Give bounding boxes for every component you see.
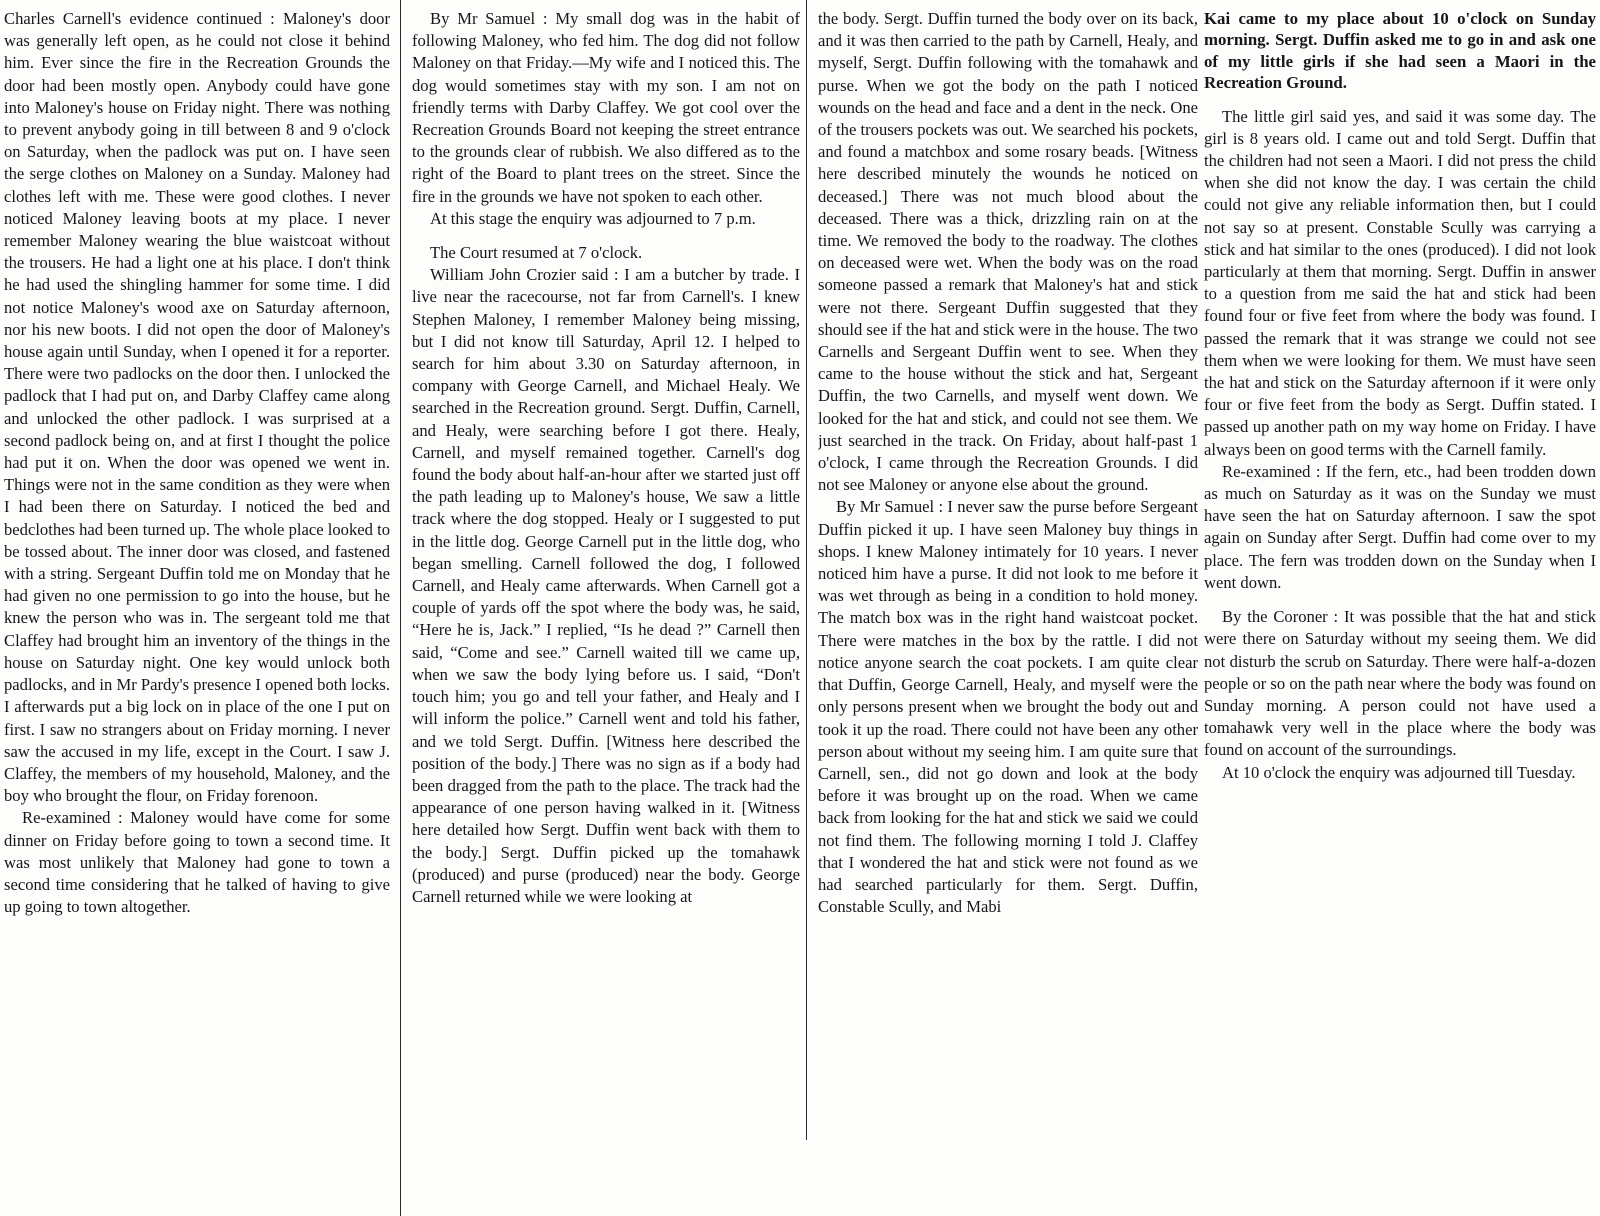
paragraph: Charles Carnell's evidence continued : Maloney's door was generally left open, as he could not close it behind him. Ever since the fire in the Recreation Grounds the door had been mostly open. Anybody could have gone into Maloney's house on Friday night. There was nothing to prevent anybody going in till between 8 and 9 o'clock on Saturday, when the padlock was put on. I have seen the serge clothes on Maloney on a Sunday. Maloney had clothes left with me. These were good clothes. I never noticed Maloney leaving boots at my place. I never remember Maloney wearing the blue waistcoat without the trousers. He had a light one at his place. I don't think he had used the shingling hammer for some time. I did not notice Maloney's wood axe on Saturday afternoon, nor his new boots. I did not open the door of Maloney's house again until Sunday, when I opened it for a reporter. There were two padlocks on the door then. I unlocked the padlock that I had put on, and Darby Claffey came along and unlocked the other padlock. I was surprised at a second padlock being on, and at first I thought the police had put it on. When the door was opened we went in. Things were not in the same condition as they were when I had been there on Saturday. I noticed the bed and bedclothes had been turned up. The whole place looked to be tossed about. The inner door was closed, and fastened with a string. Sergeant Duffin told me on Monday that he had given no one permission to go into the house, but he knew the person who was in. The sergeant told me that Claffey had brought him an inventory of the things in the house on Saturday night. One key would unlock both padlocks, and in Mr Pardy's presence I opened both locks. I afterwards put a big lock on in place of the one I put on first. I saw no strangers about on Friday morning. I never saw the accused in my life, except in the Court. I saw J. Claffey, the members of my household, Maloney, and the boy who brought the flour, on Friday forenoon. bbox=[4, 9, 390, 806]
paragraph: By the Coroner : It was possible that the hat and stick were there on Saturday without my seeing them. We did not disturb the scrub on Saturday. There were half-a-dozen people or so on the path near where the body was found on Sunday morning. A person could not have used a tomahawk very well in the place where the body was found on account of the surroundings. bbox=[1204, 607, 1596, 760]
column-1 bbox=[4, 8, 390, 1210]
paragraph: The little girl said yes, and said it was some day. The girl is 8 years old. I came out and told Sergt. Duffin that the children had not seen a Maori. I did not press the child when she did not know the day. I was certain the child could not give any reliable information then, but I could not say so at present. Constable Scully was carrying a stick and hat similar to the ones (produced). I did not look particularly at them that morning. Sergt. Duffin in answer to a question from me said the hat and stick had been found four or five feet from where the body was found. I passed the remark that it was strange we could not see them when we were looking for them. We must have seen the hat and stick on the Saturday afternoon if it were only four or five feet from the body as Sergt. Duffin stated. I passed up another path on my way home on Friday. I have always been on good terms with the Carnell family. bbox=[1204, 106, 1596, 459]
column-2 bbox=[412, 8, 800, 1210]
column-rule bbox=[806, 0, 807, 1140]
paragraph: the body. Sergt. Duffin turned the body over on its back, and it was then carried to the path by Carnell, Healy, and myself, Sergt. Duffin following with the tomahawk and purse. When we got the body on the path I noticed wounds on the head and face and a dent in the neck. One of the trousers pockets was out. We searched his pockets, and found a matchbox and some rosary beads. [Witness here described minutely the wounds he noticed on deceased.] There was not much blood about the deceased. There was a thick, drizzling rain on at the time. We removed the body to the roadway. The clothes on deceased were wet. When the body was on the road someone passed a remark that Maloney's hat and stick were not there. Sergeant Duffin suggested that they should see if the hat and stick were in the house. The two Carnells and Sergeant Duffin went to see. When they came to the house without the stick and hat, Sergeant Duffin, the two Carnells, and myself went down. We looked for the hat and stick, and could not see them. We just searched in the track. On Friday, about half-past 1 o'clock, I came through the Recreation Grounds. I did not see Maloney or anyone else about the ground. bbox=[818, 9, 1198, 495]
column-rule bbox=[400, 0, 401, 1216]
paragraph: By Mr Samuel : My small dog was in the habit of following Maloney, who fed him. The dog did not follow Maloney on that Friday.—My wife and I noticed this. The dog would sometimes stay with my son. I am not on friendly terms with Darby Claffey. We got cool over the Recreation Grounds Board not keeping the street entrance to the grounds clear of rubbish. We also differed as to the right of the Board to plant trees on the street. Since the fire in the grounds we have not spoken to each other. bbox=[412, 9, 800, 206]
column-3 bbox=[818, 8, 1198, 1210]
paragraph: At this stage the enquiry was adjourned to 7 p.m. bbox=[430, 208, 756, 228]
paragraph: Re-examined : Maloney would have come for some dinner on Friday before going to town a second time. It was most unlikely that Maloney had gone to town a second time considering that he talked of having to give up going to town altogether. bbox=[4, 808, 390, 917]
paragraph: The Court resumed at 7 o'clock. bbox=[430, 243, 643, 263]
paragraph: Re-examined : If the fern, etc., had been trodden down as much on Saturday as it was on the Sunday we must have seen the hat on Saturday afternoon. I saw the spot again on Sunday after Sergt. Duffin had come over to my place. The fern was trodden down on the Sunday when I went down. bbox=[1204, 461, 1596, 592]
paragraph: Kai came to my place about 10 o'clock on Sunday morning. Sergt. Duffin asked me to go in and ask one of my little girls if she had seen a Maori in the Recreation Ground. bbox=[1204, 9, 1596, 93]
column-4 bbox=[1204, 8, 1596, 1210]
paragraph: William John Crozier said : I am a butcher by trade. I live near the racecourse, not far from Carnell's. I knew Stephen Maloney, I remember Maloney being missing, but I did not know till Saturday, April 12. I helped to search for him about 3.30 on Saturday afternoon, in company with George Carnell, and Michael Healy. We searched in the Recreation ground. Sergt. Duffin, Carnell, and Healy, were searching before I got there. Healy, Carnell, and myself remained together. Carnell's dog found the body about half-an-hour after we started just off the path leading up to Maloney's house, We saw a little track where the dog stopped. Healy or I suggested to put in the little dog. George Carnell put in the little dog, who began smelling. Carnell followed the dog, I followed Carnell, and Healy came afterwards. When Carnell got a couple of yards off the spot where the body was, he said, “Here he is, Jack.” I replied, “Is he dead ?” Carnell then said, “Come and see.” Carnell waited till we came up, when we saw the body lying before us. I said, “Don't touch him; you go and tell your father, and Healy and I will inform the police.” Carnell went and told his father, and we told Sergt. Duffin. [Witness here described the position of the body.] There was no sign as if a body had been dragged from the path to the place. The track had the appearance of one person having walked in it. [Witness here detailed how Sergt. Duffin went back with them to the body.] Sergt. Duffin picked up the tomahawk (produced) and purse (produced) near the body. George Carnell returned while we were looking at bbox=[412, 265, 800, 906]
paragraph: By Mr Samuel : I never saw the purse before Sergeant Duffin picked it up. I have seen Maloney buy things in shops. I knew Maloney intimately for 10 years. I never noticed him have a purse. It did not look to me before it was wet through as being in a condition to hold money. The match box was in the right hand waistcoat pocket. There were matches in the box by the rattle. I did not notice anyone search the coat pockets. I am quite clear that Duffin, George Carnell, Healy, and myself were the only persons present when we brought the body out and took it up the road. There could not have been any other person about without my seeing him. I am quite sure that Carnell, sen., did not go down and look at the body before it was brought up on the road. When we came back from looking for the hat and stick we said we could not find them. The following morning I told J. Claffey that I wondered the hat and stick were not found as we had searched particularly for them. Sergt. Duffin, Constable Scully, and Mabi bbox=[818, 497, 1198, 917]
paragraph: At 10 o'clock the enquiry was adjourned till Tuesday. bbox=[1222, 762, 1576, 782]
